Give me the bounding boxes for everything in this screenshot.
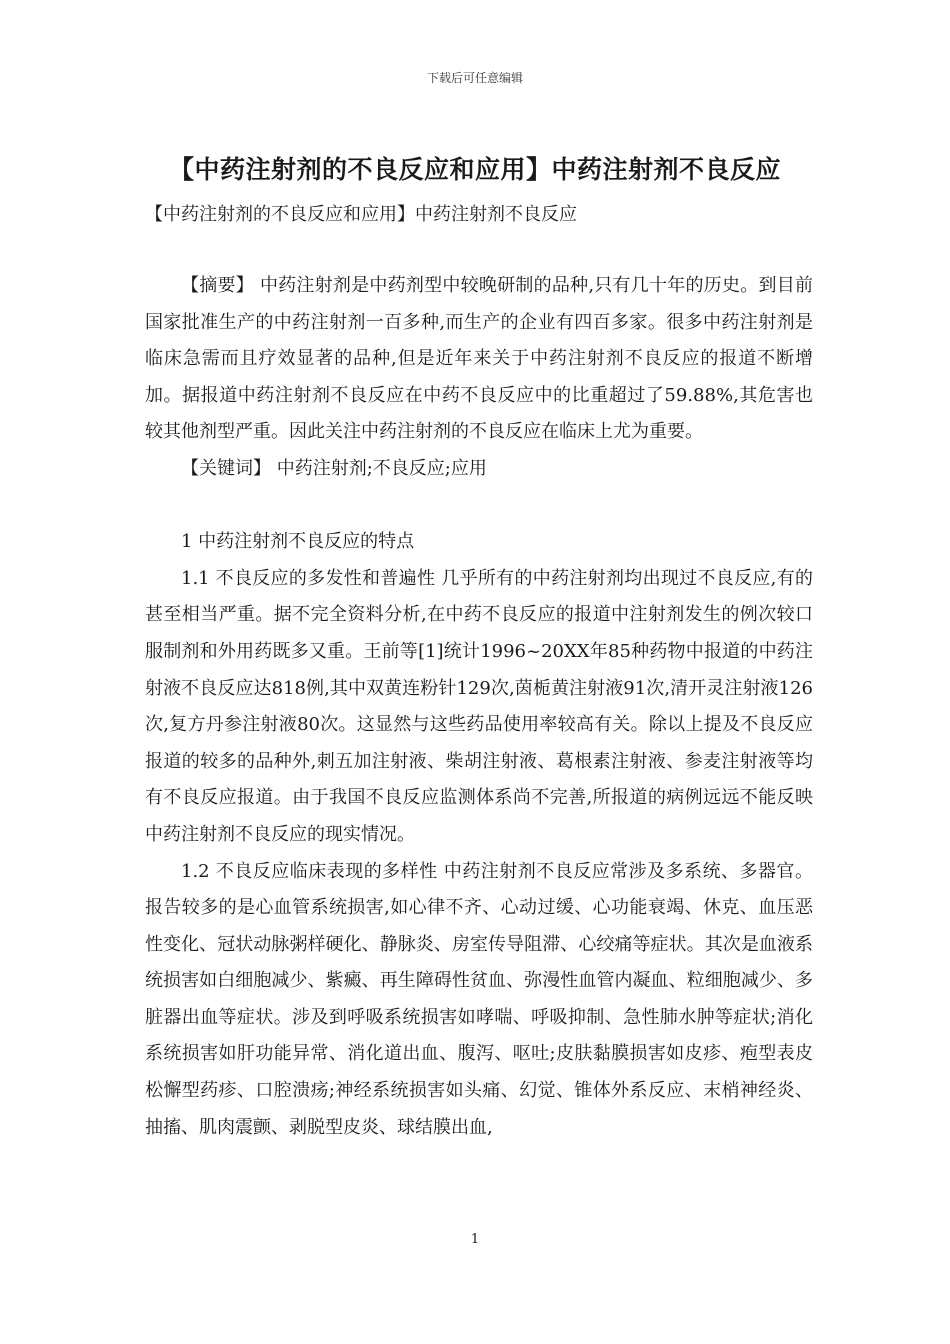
section-paragraph-1-2: 1.2 不良反应临床表现的多样性 中药注射剂不良反应常涉及多系统、多器官。报告较多的是心血管系统损害,如心律不齐、心动过缓、心功能衰竭、休克、血压恶性变化、冠状动脉粥样硬化、静脉炎、房室传导阻滞、心绞痛等症状。其次是血液系统损害如白细胞减少、紫癜、再生障碍性贫血、弥漫性血管内凝血、粒细胞减少、多脏器出血等症状。涉及到呼吸系统损害如哮喘、呼吸抑制、急性肺水肿等症状;消化系统损害如肝功能异常、消化道出血、腹泻、呕吐;皮肤黏膜损害如皮疹、疱型表皮松懈型药疹、口腔溃疡;神经系统损害如头痛、幻觉、锥体外系反应、末梢神经炎、抽搐、肌肉震颤、剥脱型皮炎、球结膜出血, — [145, 860, 813, 1138]
blank-line — [145, 488, 813, 525]
section-paragraph-1-1: 1.1 不良反应的多发性和普遍性 几乎所有的中药注射剂均出现过不良反应,有的甚至相当严重。据不完全资料分析,在中药不良反应的报道中注射剂发生的例次较口服制剂和外用药既多又重。王前等[1]统计1996~20XX年85种药物中报道的中药注射液不良反应达818例,其中双黄连粉针129次,茵栀黄注射液91次,清开灵注射液126次,复方丹参注射液80次。这显然与这些药品使用率较高有关。除以上提及不良反应报道的较多的品种外,刺五加注射液、柴胡注射液、葛根素注射液、参麦注射液等均有不良反应报道。由于我国不良反应监测体系尚不完善,所报道的病例远远不能反映中药注射剂不良反应的现实情况。 — [145, 567, 813, 845]
page-header-note: 下载后可任意编辑 — [426, 71, 523, 85]
document-title: 【中药注射剂的不良反应和应用】中药注射剂不良反应 — [168, 155, 781, 184]
keywords-paragraph: 【关键词】 中药注射剂;不良反应;应用 — [181, 457, 487, 479]
document-body — [145, 268, 813, 1146]
document-subtitle: 【中药注射剂的不良反应和应用】中药注射剂不良反应 — [145, 204, 577, 225]
abstract-paragraph: 【摘要】 中药注射剂是中药剂型中较晚研制的品种,只有几十年的历史。到目前国家批准生产的中药注射剂一百多种,而生产的企业有四百多家。很多中药注射剂是临床急需而且疗效显著的品种,但是近年来关于中药注射剂不良反应的报道不断增加。据报道中药注射剂不良反应在中药不良反应中的比重超过了59.88%,其危害也较其他剂型严重。因此关注中药注射剂的不良反应在临床上尤为重要。 — [145, 275, 813, 443]
page-number: 1 — [470, 1232, 480, 1247]
section-heading: 1 中药注射剂不良反应的特点 — [181, 531, 415, 553]
